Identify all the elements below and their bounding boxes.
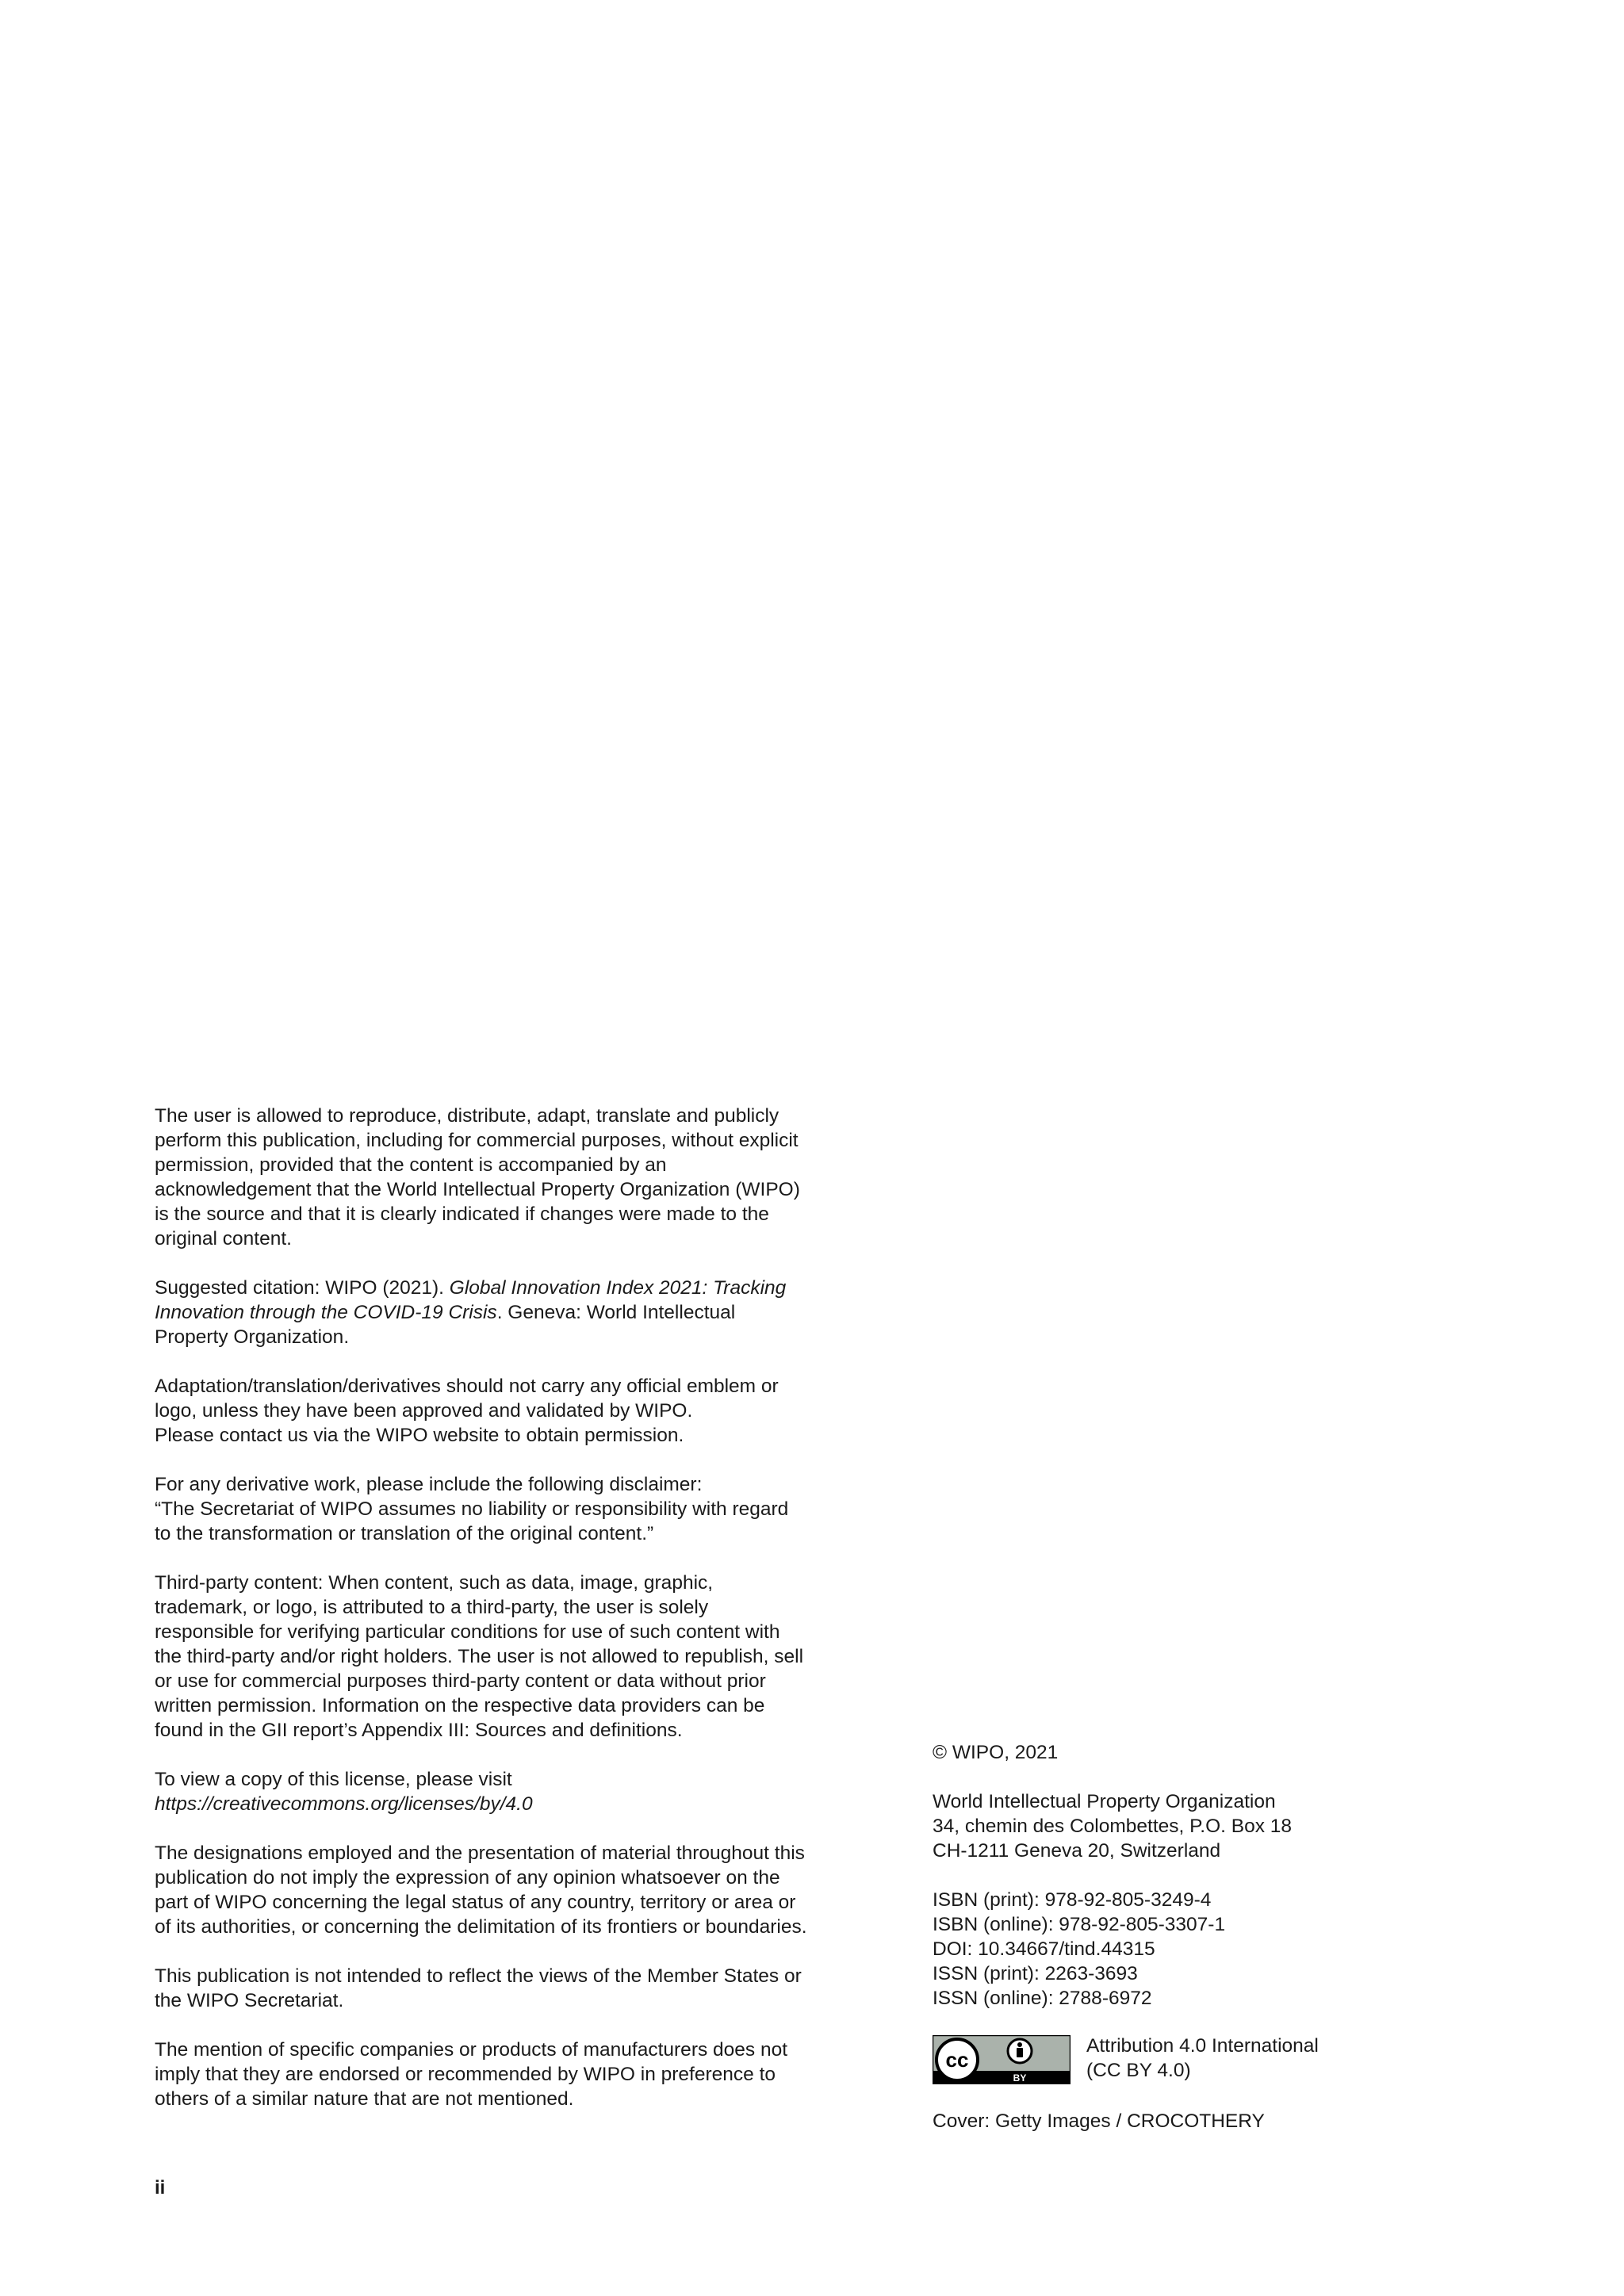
adaptation-text: Adaptation/translation/derivatives should not carry any official emblem or logo, unless they have been approved and validated by WIPO. [155, 1376, 779, 1422]
cc-by-license-icon [933, 2035, 1071, 2084]
views-paragraph: This publication is not intended to reflect the views of the Member States or the WIPO Secretariat. [155, 1965, 802, 2011]
issn-online: ISSN (online): 2788-6972 [933, 1988, 1152, 2009]
organization-name: World Intellectual Property Organization [933, 1791, 1276, 1812]
license-name-line2: (CC BY 4.0) [1086, 2060, 1191, 2081]
license-badge-row [933, 2035, 1424, 2084]
city-country: CH-1211 Geneva 20, Switzerland [933, 1840, 1221, 1862]
page-number: ii [155, 2177, 166, 2198]
reuse-permission-paragraph: The user is allowed to reproduce, distribute, adapt, translate and publicly perform this publication, including for commercial purposes, without explicit permission, provided that the content is accompanied by an acknowledgement that the World Intellectual Property Organization (WIPO) is the source and that it is clearly indicated if changes were made to the original content. [155, 1105, 800, 1249]
publication-info-column [933, 1740, 1424, 2158]
identifiers-block [933, 1888, 1424, 2011]
address-block [933, 1789, 1424, 1863]
cover-credit: Cover: Getty Images / CROCOTHERY [933, 2110, 1265, 2132]
citation-suffix: . Geneva: World Intellectual Property Organization. [155, 1302, 736, 1348]
copyright-line: © WIPO, 2021 [933, 1742, 1059, 1763]
license-paragraph [155, 1767, 809, 1816]
license-url-link[interactable]: https://creativecommons.org/licenses/by/4.0 [155, 1793, 533, 1815]
disclaimer-intro: For any derivative work, please include the following disclaimer: [155, 1474, 703, 1495]
citation-prefix: Suggested citation: WIPO (2021). [155, 1277, 450, 1299]
isbn-print: ISBN (print): 978-92-805-3249-4 [933, 1889, 1212, 1911]
citation-title: Global Innovation Index 2021: Tracking Innovation through the COVID-19 Crisis [155, 1277, 787, 1323]
svg-text:cc: cc [945, 2048, 969, 2072]
license-intro: To view a copy of this license, please visit [155, 1769, 512, 1790]
street-address: 34, chemin des Colombettes, P.O. Box 18 [933, 1816, 1293, 1837]
license-name [1086, 2034, 1319, 2083]
permission-contact-text: Please contact us via the WIPO website to obtain permission. [155, 1425, 684, 1446]
issn-print: ISSN (print): 2263-3693 [933, 1963, 1138, 1984]
cc-badge-by-label: BY [1013, 2072, 1027, 2084]
suggested-citation-paragraph [155, 1276, 809, 1349]
doi: DOI: 10.34667/tind.44315 [933, 1938, 1155, 1960]
license-name-line1: Attribution 4.0 International [1086, 2035, 1319, 2057]
adaptation-paragraph [155, 1374, 809, 1448]
third-party-content-paragraph: Third-party content: When content, such as data, image, graphic, trademark, or logo, is attributed to a third-party, the user is solely responsible for verifying particular conditions for use of such content with the third-party and/or right holders. The user is not allowed to republish, sell or use for commercial purposes third-party content or data without prior written permission. Information on the respective data providers can be found in the GII report’s Appendix III: Sources and definitions. [155, 1572, 804, 1741]
mention-paragraph: The mention of specific companies or products of manufacturers does not imply that they are endorsed or recommended by WIPO in preference to others of a similar nature that are not mentioned. [155, 2039, 788, 2110]
legal-notice-column [155, 1104, 809, 2136]
isbn-online: ISBN (online): 978-92-805-3307-1 [933, 1914, 1226, 1935]
designations-paragraph: The designations employed and the presentation of material throughout this publication do not imply the expression of any opinion whatsoever on the part of WIPO concerning the legal status of any country, territory or area or of its authorities, or concerning the delimitation of its frontiers or boundaries. [155, 1843, 807, 1938]
disclaimer-quote: “The Secretariat of WIPO assumes no liability or responsibility with regard to the transformation or translation of the original content.” [155, 1498, 789, 1544]
disclaimer-paragraph [155, 1472, 809, 1546]
